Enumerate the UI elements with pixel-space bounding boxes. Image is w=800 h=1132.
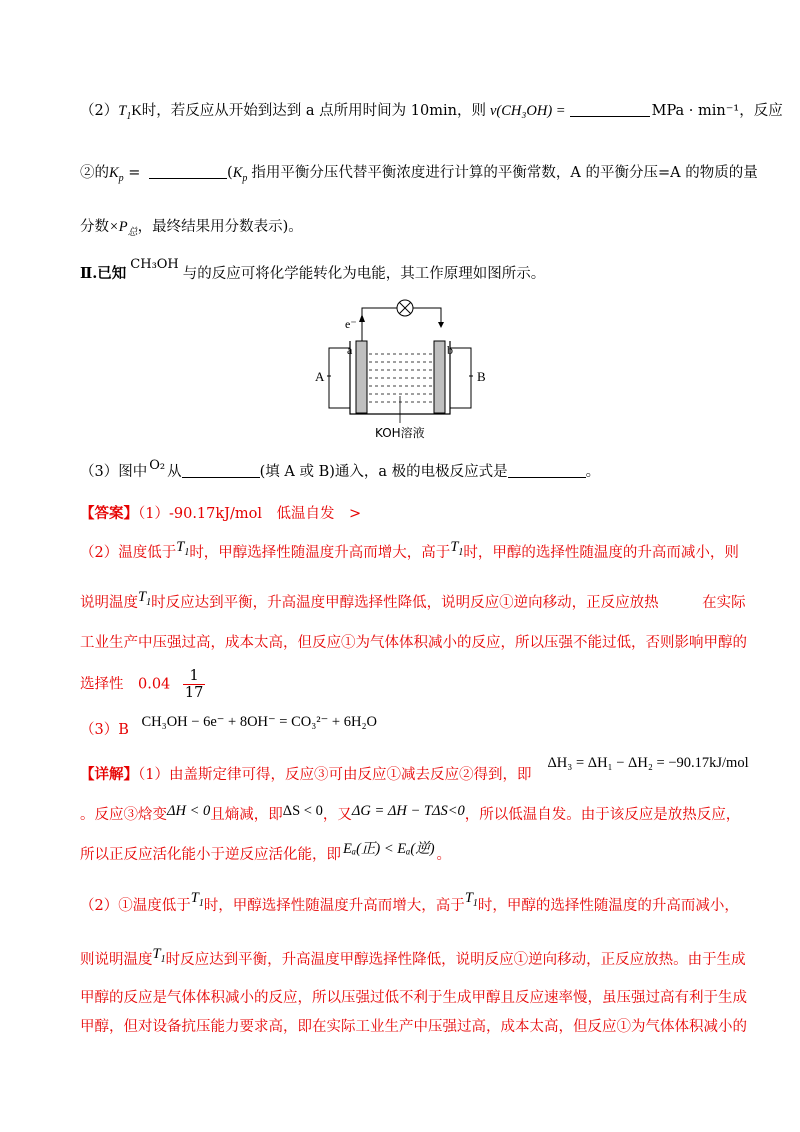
kp-symbol: $K_p$ [109, 165, 124, 184]
electrode-a [356, 341, 367, 413]
q2-line-1: $(2)T_1K$时，若反应从开始到达到 a 点所用时间为 10min，则 v(CH₃OH) = MPa · min⁻¹，反应 [80, 103, 783, 122]
detail-line-3: 所以正反应活化能小于逆反应活化能，即 Eₐ(正) < Eₐ(逆) 。 [80, 841, 452, 863]
answer-label: 【答案】 [80, 505, 138, 522]
kp-symbol: $K_p$ [232, 165, 248, 184]
answer-blank[interactable] [570, 102, 650, 117]
t1k: $T_1K$ [118, 103, 142, 122]
rate-unit: MPa · min⁻¹ [651, 103, 740, 119]
answer-blank[interactable] [182, 463, 260, 478]
answer-line-4: 工业生产中压强过高，成本太高，但反应①为气体体积减小的反应，所以压强不能过低，否则影响甲醇的 [80, 635, 747, 651]
answer-line-3: 说明温度$T_1$时反应达到平衡，升高温度甲醇选择性降低，说明反应①逆向移动，正反应放热 在实际 [80, 589, 746, 611]
detail-line-4: （2）①温度低于$T_1$时，甲醇选择性随温度升高而增大，高于$T_1$时，甲醇的选择性随温度的升高而减小， [80, 890, 739, 914]
ch3oh-formula: CH₃OH [130, 257, 179, 272]
detail-line-2: 。反应③焓变ΔH < 0且熵减，即ΔS < 0，又ΔG = ΔH − TΔS<0，所以低温自发。由于该反应是放热反应， [80, 803, 741, 823]
answer-blank[interactable] [149, 164, 227, 179]
detail-line-7: 甲醇，但对设备抗压能力要求高，即在实际工业生产中压强过高，成本太高，但反应①为气体体积减小的 [80, 1019, 747, 1035]
answer-line-2: （2）温度低于$T_1$时，甲醇选择性随温度升高而增大，高于$T_1$时，甲醇的选择性随温度的升高而减小，则 [80, 539, 739, 561]
arrow-up-icon [359, 314, 365, 322]
electrode-b [434, 341, 445, 413]
t1-symbol: $T_1$ [138, 589, 152, 608]
fraction: $\frac{1}{17}$ [184, 668, 204, 701]
t1-symbol: $T_1$ [152, 946, 166, 965]
p-total-symbol: $\times P_总$ [109, 219, 138, 238]
t1-symbol: $T_1$ [176, 539, 190, 558]
q2-line-2: ②的$K_p = (K_p$ 指用平衡分压代替平衡浓度进行计算的平衡常数，A 的平衡分压=A 的物质的量 [80, 165, 758, 184]
fuel-cell-diagram [305, 296, 505, 441]
q2-line-3: 分数$\times P_总$，最终结果用分数表示)。 [80, 219, 303, 238]
answer-line-5: 选择性 0.04 $\frac{1}{17}$ [80, 668, 204, 701]
part2-line: Ⅱ.已知CH₃OH与的反应可将化学能转化为电能，其工作原理如图所示。 [80, 257, 546, 282]
detail-label: 【详解】 [80, 766, 138, 783]
svg-text:b: b [447, 343, 453, 357]
bulb-icon [397, 300, 413, 316]
svg-text:e⁻: e⁻ [345, 317, 357, 331]
hess-equation: ΔH₃ = ΔH₁ − ΔH₂ = −90.17kJ/mol [547, 755, 749, 771]
svg-text:A: A [315, 369, 325, 384]
o2-formula: O₂ [149, 458, 166, 473]
answer-line-1: 【答案】（1）-90.17kJ/mol 低温自发 > [80, 505, 362, 522]
svg-text:a: a [347, 343, 353, 357]
detail-line-6: 甲醇的反应是气体体积减小的反应，所以压强过低不利于生成甲醇且反应速率慢，虽压强过高有利于生成 [80, 990, 747, 1006]
svg-text:KOH溶液: KOH溶液 [375, 426, 425, 440]
rate-expression: v(CH₃OH) = [489, 103, 566, 119]
svg-text:B: B [477, 369, 486, 384]
answer-line-6: （3）B CH₃OH − 6e⁻ + 8OH⁻ = CO₃²⁻ + 6H₂O [80, 714, 377, 738]
t1-symbol: $T_1$ [190, 890, 204, 909]
detail-line-1: 【详解】（1）由盖斯定律可得，反应③可由反应①减去反应②得到，即ΔH₃ = ΔH₁ − ΔH₂ = −90.17kJ/mol [80, 755, 749, 783]
electrode-equation: CH₃OH − 6e⁻ + 8OH⁻ = CO₃²⁻ + 6H₂O [141, 714, 377, 730]
arrow-down-icon [438, 322, 444, 328]
q3-line: （3）图中 O₂ 从 (填 A 或 B)通入，a 极的电极反应式是 。 [80, 458, 601, 480]
t1-symbol: $T_1$ [450, 539, 464, 558]
detail-line-5: 则说明温度$T_1$时反应达到平衡，升高温度甲醇选择性降低，说明反应①逆向移动，正反应放热。由于生成 [80, 946, 746, 968]
answer-blank[interactable] [508, 463, 586, 478]
t1-symbol: $T_1$ [464, 890, 478, 909]
